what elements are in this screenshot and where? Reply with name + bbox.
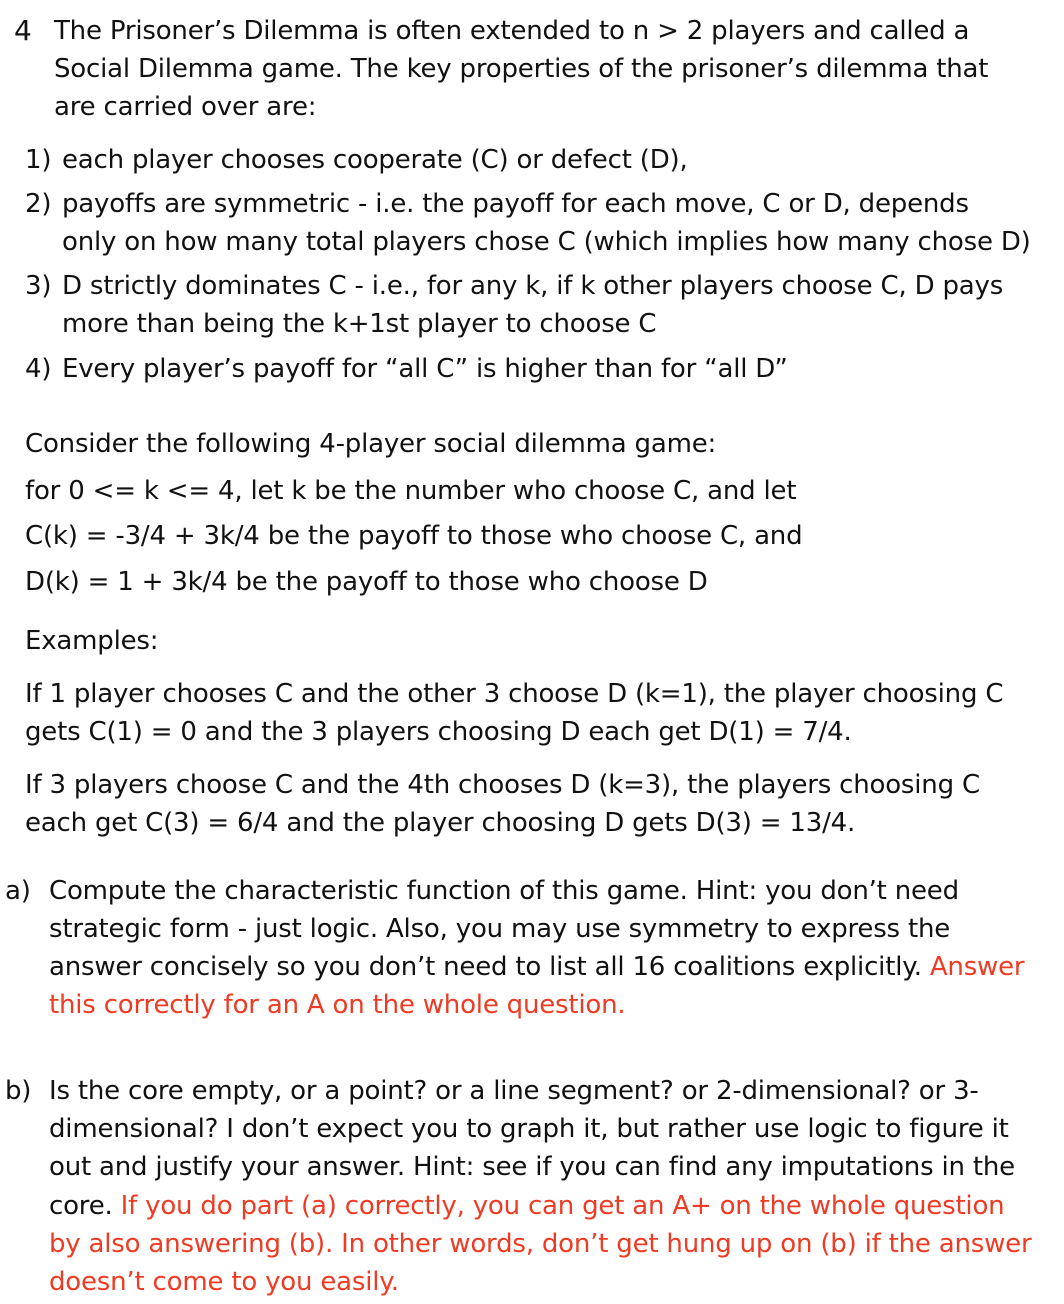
property-1-text: each player chooses cooperate (C) or defect (D),: [62, 145, 688, 175]
property-1-number: 1): [25, 145, 52, 175]
game-line-4: D(k) = 1 + 3k/4 be the payoff to those who choose D: [25, 567, 708, 597]
part-a-answer-note-start: Answer: [929, 952, 1025, 982]
part-a-answer-note: this correctly for an A on the whole question.: [49, 990, 626, 1020]
part-a-line-2: strategic form - just logic. Also, you may use symmetry to express the: [49, 914, 951, 944]
property-2-text-line-2: only on how many total players chose C (which implies how many chose D): [62, 227, 1031, 257]
game-line-3: C(k) = -3/4 + 3k/4 be the payoff to those who choose C, and: [25, 521, 803, 551]
property-3-text-line-2: more than being the k+1st player to choose C: [62, 309, 657, 339]
property-2-number: 2): [25, 189, 52, 219]
examples-label: Examples:: [25, 626, 159, 656]
property-2-text-line-1: payoffs are symmetric - i.e. the payoff for each move, C or D, depends: [62, 189, 969, 219]
part-b-line-4-text: core.: [49, 1191, 113, 1221]
example-2-line-2: each get C(3) = 6/4 and the player choosing D gets D(3) = 13/4.: [25, 808, 856, 838]
part-b-bonus-note-start: If you do part (a) correctly, you can get an A+ on the whole question: [120, 1191, 1005, 1221]
question-number: 4: [14, 14, 32, 47]
game-line-1: Consider the following 4-player social dilemma game:: [25, 429, 717, 459]
part-a-label: a): [5, 876, 31, 906]
game-line-2: for 0 <= k <= 4, let k be the number who choose C, and let: [25, 476, 797, 506]
example-1-line-1: If 1 player chooses C and the other 3 choose D (k=1), the player choosing C: [25, 679, 1004, 709]
intro-line-2: Social Dilemma game. The key properties of the prisoner’s dilemma that: [54, 54, 989, 84]
property-4-text: Every player’s payoff for “all C” is higher than for “all D”: [62, 354, 788, 384]
property-4-number: 4): [25, 354, 52, 384]
example-2-line-1: If 3 players choose C and the 4th chooses D (k=3), the players choosing C: [25, 770, 980, 800]
part-b-label: b): [5, 1076, 32, 1106]
part-a-line-1: Compute the characteristic function of this game. Hint: you don’t need: [49, 876, 959, 906]
part-b-bonus-note-line-3: doesn’t come to you easily.: [49, 1267, 399, 1297]
part-b-bonus-note-line-2: by also answering (b). In other words, don’t get hung up on (b) if the answer: [49, 1229, 1032, 1259]
intro-line-3: are carried over are:: [54, 92, 317, 122]
part-b-line-3: out and justify your answer. Hint: see if you can find any imputations in the: [49, 1152, 1015, 1182]
part-b-line-4: [49, 1187, 1004, 1225]
example-1-line-2: gets C(1) = 0 and the 3 players choosing D each get D(1) = 7/4.: [25, 717, 852, 747]
part-b-line-1: Is the core empty, or a point? or a line segment? or 2-dimensional? or 3-: [49, 1076, 979, 1106]
part-b-line-2: dimensional? I don’t expect you to graph it, but rather use logic to figure it: [49, 1114, 1009, 1144]
property-3-number: 3): [25, 271, 52, 301]
part-a-line-3: [49, 948, 1024, 986]
part-a-line-3-text: answer concisely so you don’t need to list all 16 coalitions explicitly.: [49, 952, 922, 982]
intro-line-1: The Prisoner’s Dilemma is often extended to n > 2 players and called a: [54, 16, 970, 46]
property-3-text-line-1: D strictly dominates C - i.e., for any k, if k other players choose C, D pays: [62, 271, 1004, 301]
